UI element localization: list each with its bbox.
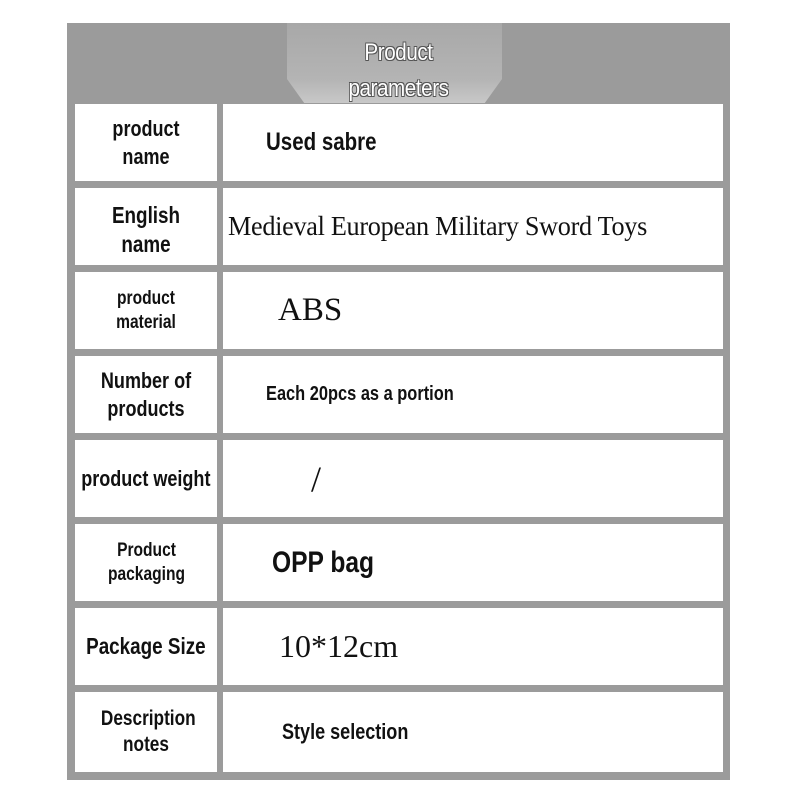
row-label (75, 272, 217, 349)
row-value (223, 440, 723, 517)
row-value (223, 104, 723, 181)
row-label (75, 524, 217, 601)
table-row (75, 608, 723, 685)
table-title-line-2: parameters (348, 75, 449, 102)
row-value (223, 272, 723, 349)
row-value (223, 524, 723, 601)
row-value-text: / (311, 458, 322, 499)
row-label-text: Description notes (100, 706, 196, 756)
table-header (67, 23, 730, 103)
table-row (75, 104, 723, 181)
row-label (75, 104, 217, 181)
row-value-text: Used sabre (266, 128, 377, 156)
table-row (75, 356, 723, 433)
row-value-text: Medieval European Military Sword Toys (228, 211, 647, 241)
table-row (75, 440, 723, 517)
row-label-text: product material (116, 287, 176, 333)
row-label (75, 692, 217, 772)
table-title-line-1: Product (364, 39, 433, 66)
row-value-text: Style selection (282, 719, 409, 744)
table-title (113, 35, 683, 107)
row-label-text: Number of products (100, 368, 192, 421)
table-row (75, 272, 723, 349)
row-value-text: OPP bag (272, 545, 375, 579)
row-label-text: Package Size (86, 633, 206, 660)
row-value-text: 10*12cm (279, 628, 399, 664)
row-value (223, 188, 723, 265)
row-label (75, 356, 217, 433)
row-value (223, 356, 723, 433)
row-label-text: English name (111, 201, 181, 257)
row-value (223, 692, 723, 772)
table-row (75, 188, 723, 265)
table-row (75, 524, 723, 601)
parameter-table (67, 23, 730, 780)
row-label-text: Product packaging (107, 539, 185, 585)
row-value-text: ABS (278, 292, 343, 328)
row-value-text: Each 20pcs as a portion (266, 383, 454, 405)
row-label (75, 608, 217, 685)
row-label-text: product name (112, 116, 180, 169)
table-row (75, 692, 723, 772)
row-label-text: product weight (81, 465, 211, 491)
row-label (75, 440, 217, 517)
row-label (75, 188, 217, 265)
row-value (223, 608, 723, 685)
